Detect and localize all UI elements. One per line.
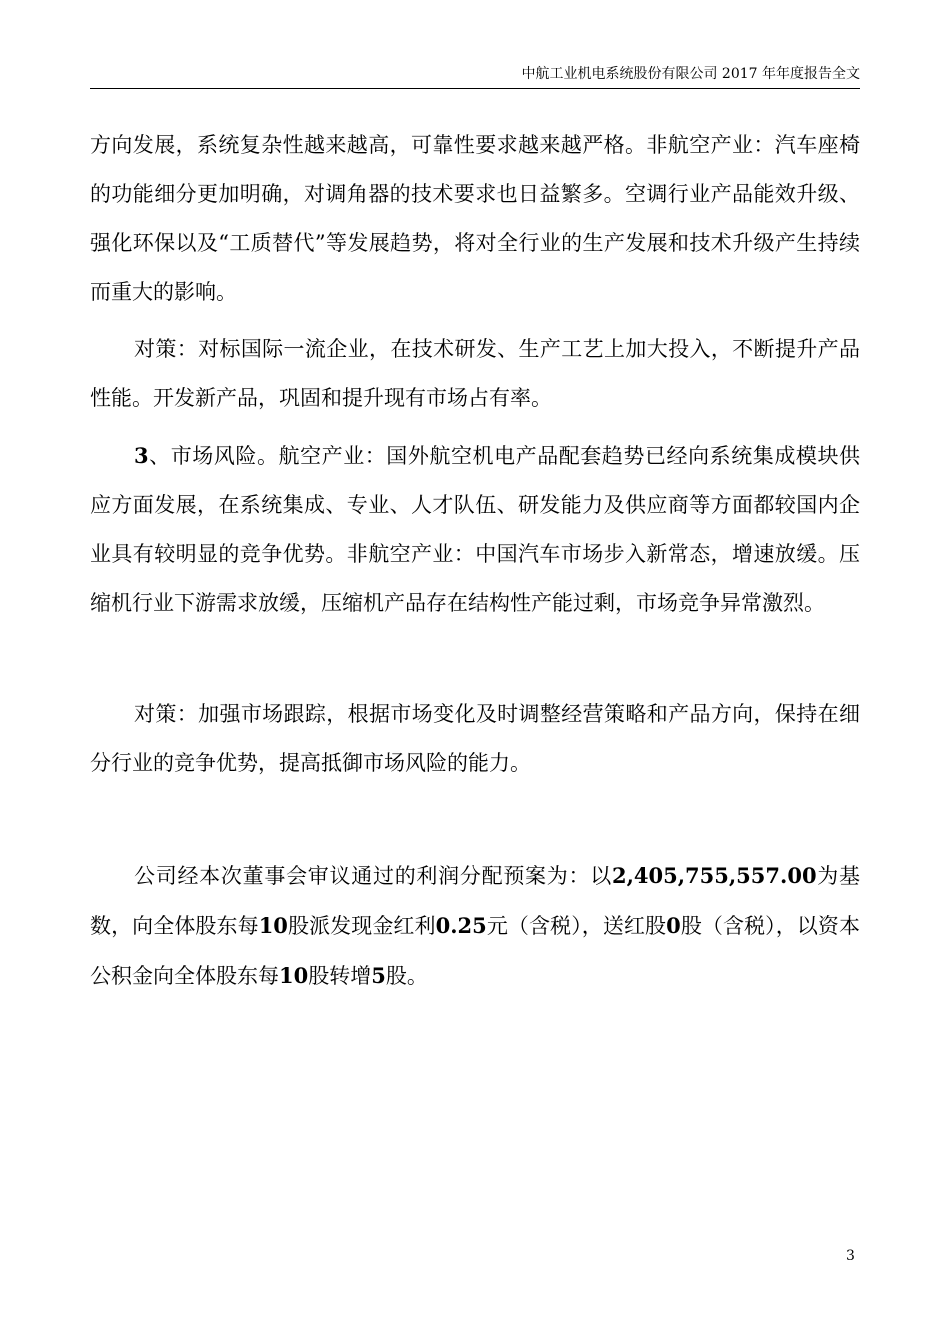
distribution-conversion-shares: 5 — [371, 963, 386, 988]
distribution-text-3: 股派发现金红利 — [287, 914, 436, 938]
distribution-shares-per-unit: 10 — [258, 913, 288, 938]
distribution-text-5: 股（含税），以资本公积金向全体股东每 — [90, 914, 861, 988]
paragraph-market-risk — [90, 431, 860, 628]
distribution-text-2: 为基数，向全体股东每 — [90, 864, 861, 938]
market-risk-text: 、市场风险。航空产业：国外航空机电产品配套趋势已经向系统集成模块供应方面发展，在系统集成、专业、人才队伍、研发能力及供应商等方面都较国内企业具有较明显的竞争优势。非航空产业：中国汽车市场步入新常态，增速放缓。压缩机行业下游需求放缓，压缩机产品存在结构性产能过剩，市场竞争异常激烈。 — [90, 444, 860, 615]
paragraph-tech-countermeasure: 对策：对标国际一流企业，在技术研发、生产工艺上加大投入，不断提升产品性能。开发新产品，巩固和提升现有市场占有率。 — [90, 337, 860, 410]
page-header — [90, 64, 860, 89]
distribution-base-amount: 2,405,755,557.00 — [611, 863, 817, 888]
distribution-bonus-shares: 0 — [666, 913, 681, 938]
distribution-text-4: 元（含税），送红股 — [486, 914, 667, 938]
page-number: 3 — [846, 1248, 855, 1264]
distribution-text-1: 公司经本次董事会审议通过的利润分配预案为：以 — [134, 864, 612, 888]
paragraph-profit-distribution — [90, 851, 860, 1001]
header-title: 中航工业机电系统股份有限公司 2017 年年度报告全文 — [521, 66, 860, 82]
distribution-cash-dividend: 0.25 — [435, 913, 487, 938]
item-number: 3 — [134, 443, 149, 468]
paragraph-tech-trend-continued: 方向发展，系统复杂性越来越高，可靠性要求越来越严格。非航空产业：汽车座椅的功能细分更加明确，对调角器的技术要求也日益繁多。空调行业产品能效升级、强化环保以及“工质替代”等发展趋势，将对全行业的生产发展和技术升级产生持续而重大的影响。 — [90, 133, 860, 304]
distribution-shares-per-unit-2: 10 — [279, 963, 309, 988]
distribution-text-6: 股转增 — [308, 964, 372, 988]
paragraph-market-countermeasure: 对策：加强市场跟踪，根据市场变化及时调整经营策略和产品方向，保持在细分行业的竞争优势，提高抵御市场风险的能力。 — [90, 702, 860, 775]
distribution-text-7: 股。 — [385, 964, 428, 988]
